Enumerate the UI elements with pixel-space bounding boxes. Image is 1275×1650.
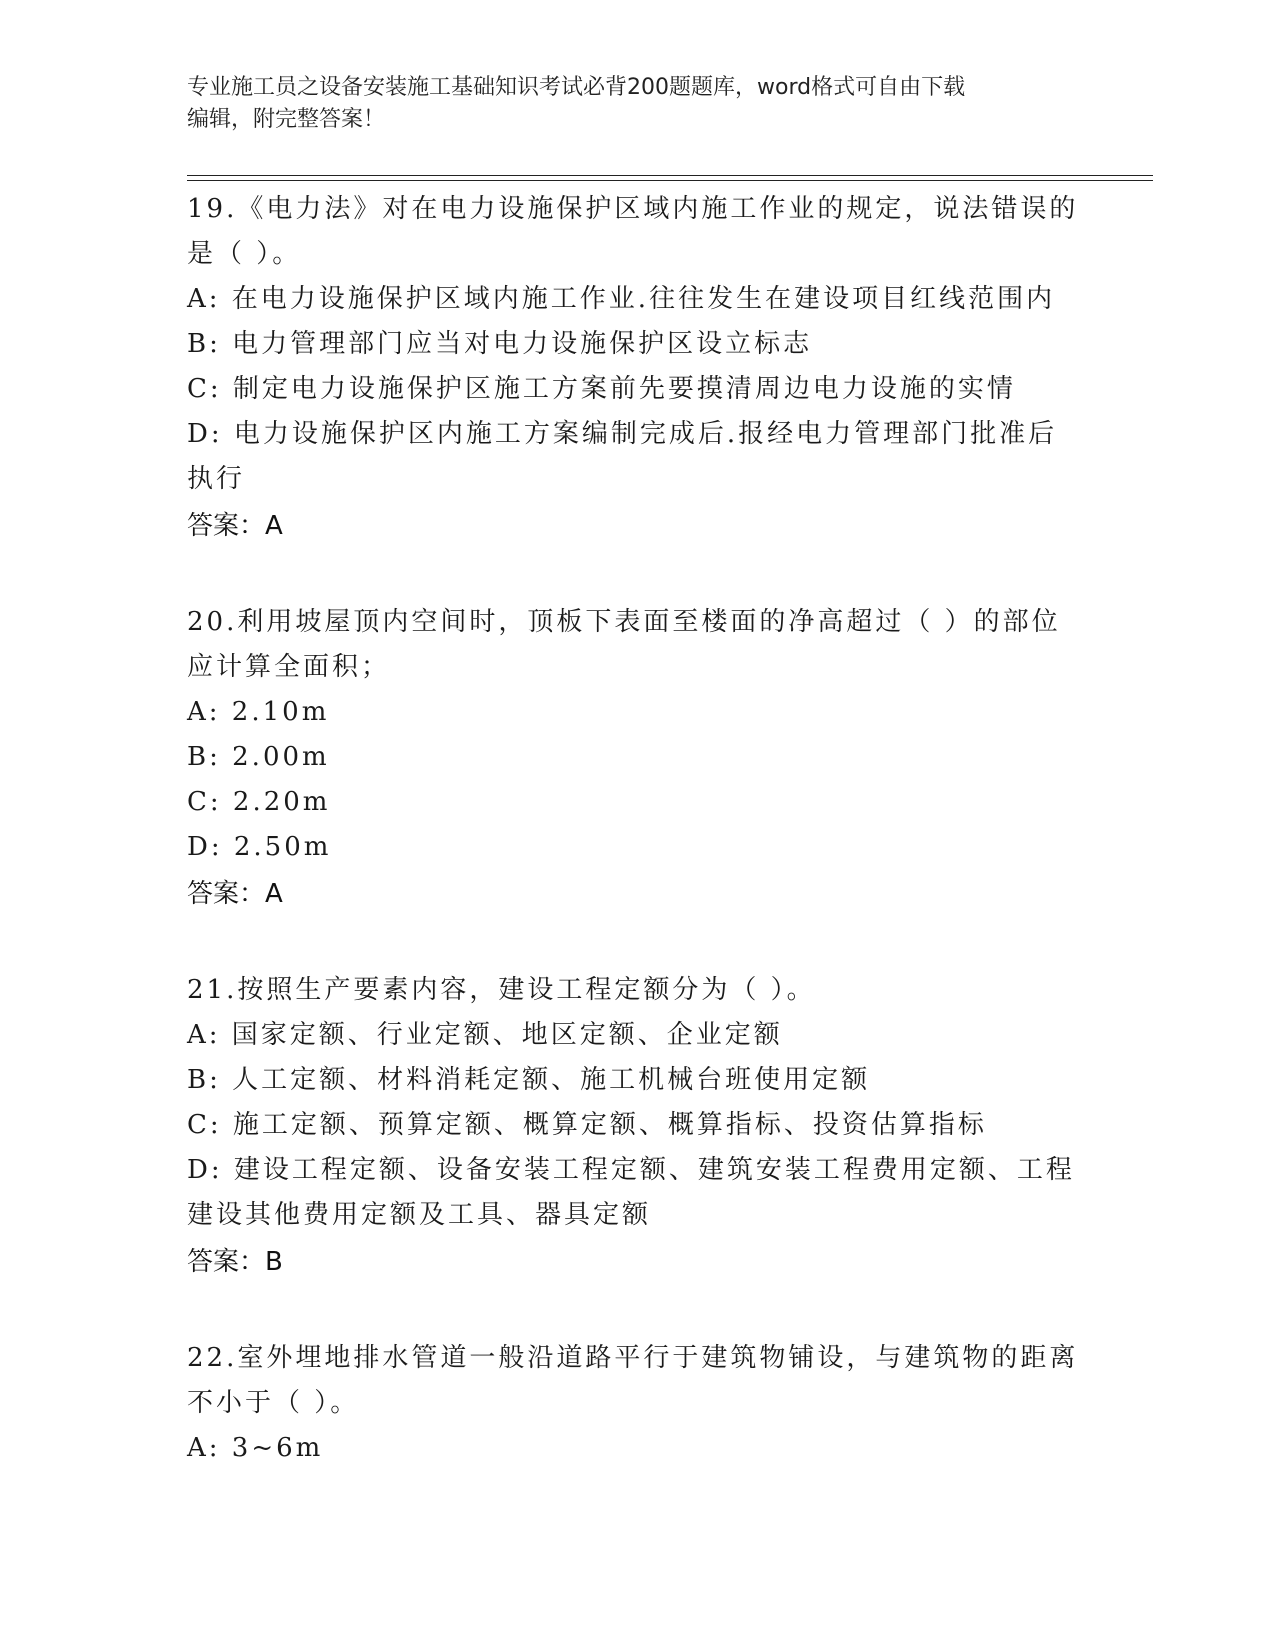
option-c: C: 2.20m (187, 787, 331, 817)
header-divider-top (187, 175, 1153, 176)
answer: 答案：B (187, 1247, 283, 1277)
answer: 答案：A (187, 511, 283, 541)
question-list (187, 187, 1087, 1471)
header-divider-bottom (187, 180, 1153, 181)
document-header (187, 72, 1087, 136)
question-stem-line: 19.《电力法》对在电力设施保护区域内施工作业的规定，说法错误的 (187, 194, 1079, 224)
option-c: C: 施工定额、预算定额、概算定额、概算指标、投资估算指标 (187, 1110, 987, 1140)
option-b: B: 人工定额、材料消耗定额、施工机械台班使用定额 (187, 1065, 871, 1095)
question-21 (187, 968, 1087, 1286)
header-line-1: 专业施工员之设备安装施工基础知识考试必背200题题库，word格式可自由下载 (187, 75, 966, 100)
option-d-continued: 建设其他费用定额及工具、器具定额 (187, 1200, 652, 1230)
answer: 答案：A (187, 879, 283, 909)
option-c: C: 制定电力设施保护区施工方案前先要摸清周边电力设施的实情 (187, 374, 1016, 404)
option-a: A: 国家定额、行业定额、地区定额、企业定额 (187, 1020, 783, 1050)
option-d-continued: 执行 (187, 464, 246, 494)
question-stem-line: 不小于（ ）。 (187, 1388, 360, 1418)
question-spacer (187, 918, 1087, 968)
question-stem-line: 22.室外埋地排水管道一般沿道路平行于建筑物铺设，与建筑物的距离 (187, 1343, 1079, 1373)
question-stem-line: 应计算全面积； (187, 652, 391, 682)
option-b: B: 电力管理部门应当对电力设施保护区设立标志 (187, 329, 813, 359)
option-a: A: 在电力设施保护区域内施工作业.往往发生在建设项目红线范围内 (187, 284, 1056, 314)
question-20 (187, 600, 1087, 918)
header-line-2: 编辑，附完整答案！ (187, 107, 386, 132)
question-22 (187, 1336, 1087, 1471)
option-a: A: 2.10m (187, 697, 330, 727)
question-19 (187, 187, 1087, 550)
question-spacer (187, 550, 1087, 600)
option-a: A: 3~6m (187, 1433, 324, 1463)
option-b: B: 2.00m (187, 742, 330, 772)
option-d: D: 建设工程定额、设备安装工程定额、建筑安装工程费用定额、工程 (187, 1155, 1075, 1185)
question-stem-line: 21.按照生产要素内容，建设工程定额分为（ ）。 (187, 975, 816, 1005)
option-d: D: 电力设施保护区内施工方案编制完成后.报经电力管理部门批准后 (187, 419, 1058, 449)
question-stem-line: 20.利用坡屋顶内空间时，顶板下表面至楼面的净高超过（ ）的部位 (187, 607, 1061, 637)
option-d: D: 2.50m (187, 832, 332, 862)
question-stem-line: 是（ ）。 (187, 239, 302, 269)
question-spacer (187, 1286, 1087, 1336)
